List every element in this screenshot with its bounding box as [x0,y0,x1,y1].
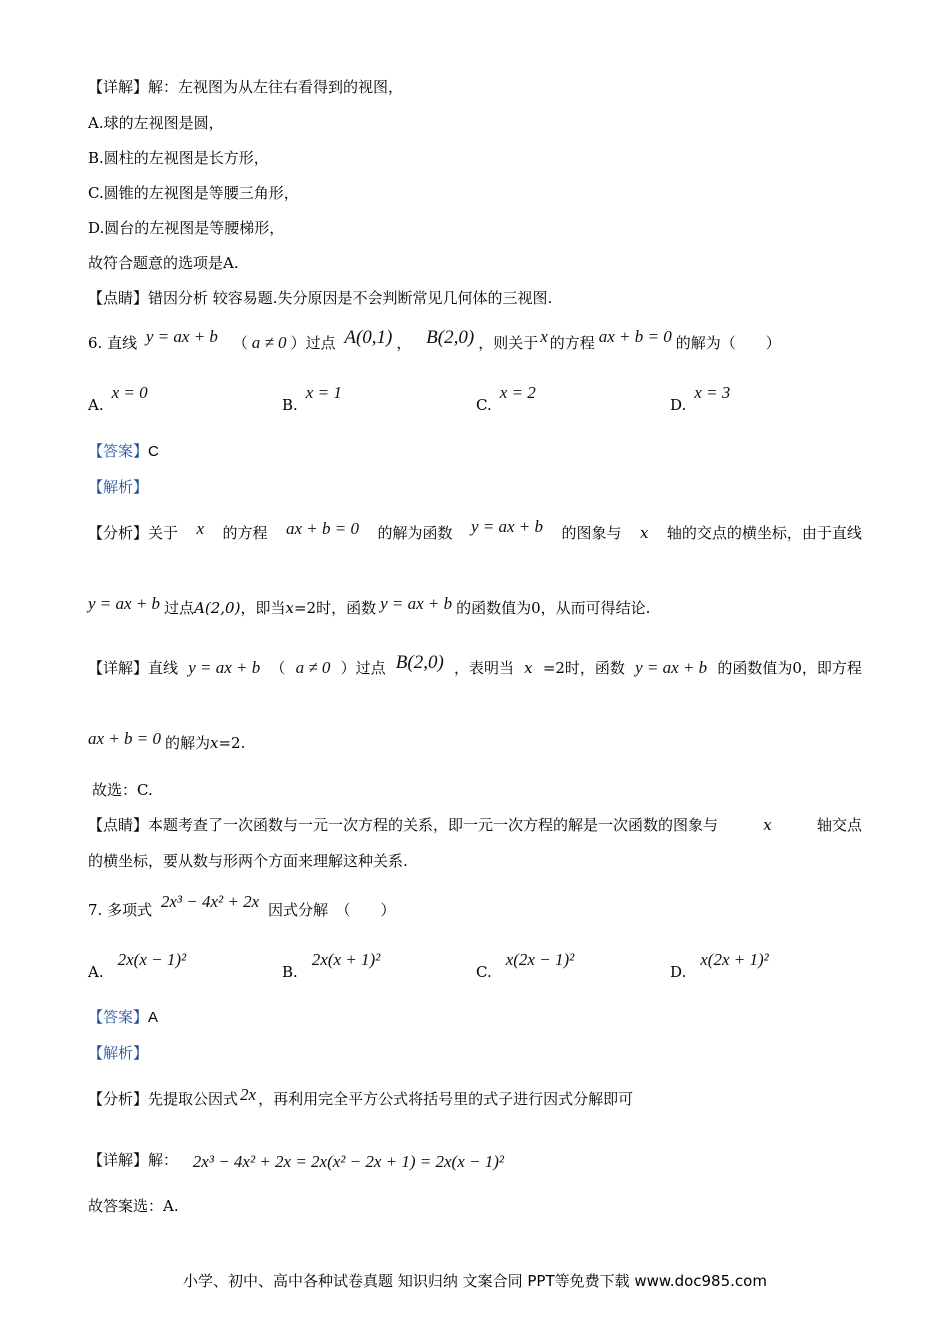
point-b: B(2,0) [426,327,475,348]
analysis-line-2 [88,594,651,618]
text: 的解为函数 [377,524,453,542]
option-label: C. [476,396,492,414]
option-b [282,950,381,982]
polynomial: 2x³ − 4x² + 2x [160,892,260,911]
answer-value: A [148,1009,159,1026]
text: =2时，函数 [542,659,625,677]
option-c [476,383,536,415]
text: 【详解】解： [88,1151,179,1169]
option-label: A. [88,963,104,981]
text: 轴的交点的横坐标，由于直线 [666,524,862,542]
answer-line [88,441,159,462]
option-a [88,950,187,982]
option-d [670,383,731,415]
analysis-line [88,1085,634,1109]
option-label: B. [282,963,298,981]
variable-x: x [540,327,548,346]
answer-line [88,1007,158,1028]
select-line: 故答案选：A. [88,1197,179,1215]
equation: ax + b = 0 [285,519,359,538]
question-number: 7. 多项式 [88,901,153,919]
detail-paragraph: 【详解】解：左视图为从左往右看得到的视图， [88,78,404,96]
option-a-explanation: A.球的左视图是圆， [88,114,224,132]
option-d-explanation: D.圆台的左视图是等腰梯形， [88,219,285,237]
point-a: A(0,1) [344,327,393,348]
variable-x: x [196,519,205,538]
detail-line [88,1150,504,1170]
function: y = ax + b [380,594,453,613]
separator: ， [396,334,412,352]
stem-tail: 因式分解 （ ） [267,901,396,919]
option-value: x = 0 [111,383,148,402]
answer-value: C [148,443,159,460]
variable-x: x [210,734,219,752]
option-value: 2x(x − 1)² [117,950,187,969]
analysis-line-1 [88,517,862,543]
text: 过点 [164,599,195,617]
variable-x: x [763,816,772,834]
option-label: D. [670,396,687,414]
text: =2. [218,734,246,752]
text: ，再利用完全平方公式将括号里的式子进行因式分解即可 [258,1090,634,1108]
option-d [670,950,769,982]
option-c-explanation: C.圆锥的左视图是等腰三角形， [88,184,299,202]
text: 的解为 [165,734,211,752]
equation: ax + b = 0 [598,327,672,346]
text: 【详解】直线 [88,659,179,677]
question-number: 6. 直线 [88,334,138,352]
variable-x: x [639,524,649,542]
function: y = ax + b [635,658,708,677]
option-b-explanation: B.圆柱的左视图是长方形， [88,149,269,167]
text: ，即当 [240,599,286,617]
answer-tag: 【答案】 [88,1008,149,1026]
equation: ax + b = 0 [88,729,161,748]
point: A(2,0) [194,599,241,617]
text: ，表明当 [453,659,514,677]
text: 【分析】先提取公因式 [88,1090,239,1108]
select-line: 故选：C. [92,781,153,799]
option-label: A. [88,396,104,414]
option-a [88,383,148,415]
answer-tag: 【答案】 [88,442,149,460]
text: ）过点 [340,659,386,677]
option-value: 2x(x + 1)² [311,950,381,969]
text: 的函数值为0，即方程 [717,659,862,677]
page-footer: 小学、初中、高中各种试卷真题 知识归纳 文案合同 PPT等免费下载 www.doc985.com [183,1272,767,1290]
option-value: x(2x + 1)² [700,950,769,969]
text: （ [270,659,286,677]
text: 的方程 [222,524,268,542]
stem-tail: 的解为（ ） [675,334,781,352]
analysis-tag: 【解析】 [88,478,149,496]
question-6-stem [88,327,781,353]
comment-line-2: 的横坐标，要从数与形两个方面来理解这种关系. [88,852,408,870]
conclusion: 故符合题意的选项是A. [88,254,239,272]
option-label: C. [476,963,492,981]
condition-open: （ [232,334,248,352]
text: 的函数值为0，从而可得结论. [456,599,651,617]
line-equation: y = ax + b [145,327,218,346]
option-value: x = 2 [499,383,536,402]
factorization: 2x³ − 4x² + 2x = 2x(x² − 2x + 1) = 2x(x − 1)² [192,1152,504,1171]
question-7-stem [88,892,396,920]
text: 【点睛】本题考查了一次函数与一元一次方程的关系，即一元一次方程的解是一次函数的图象与 [88,816,719,834]
equation-word: 的方程 [549,334,595,352]
option-value: x = 3 [694,383,731,402]
point: B(2,0) [395,652,444,673]
function: y = ax + b [88,594,161,613]
option-value: x = 1 [305,383,342,402]
function: y = ax + b [470,517,543,536]
detail-line-1 [88,652,862,678]
option-value: x(2x − 1)² [505,950,575,969]
analysis-tag: 【解析】 [88,1044,149,1062]
comment: 【点睛】错因分析 较容易题.失分原因是不会判断常见几何体的三视图. [88,289,553,307]
text: 轴交点 [816,816,862,834]
function: y = ax + b [188,658,261,677]
condition: a ≠ 0 [295,658,331,677]
detail-line-2 [88,729,246,753]
common-factor: 2x [240,1085,257,1104]
text: 【分析】关于 [88,524,179,542]
option-label: B. [282,396,298,414]
variable-x: x [285,599,294,617]
variable-x: x [524,659,533,677]
option-label: D. [670,963,687,981]
comment-line-1 [88,815,862,835]
text: =2时，函数 [293,599,377,617]
option-c [476,950,575,982]
text: 的图象与 [561,524,622,542]
option-b [282,383,342,415]
condition-close: ）过点 [290,334,336,352]
condition: a ≠ 0 [251,333,287,352]
about-text: ，则关于 [478,334,539,352]
